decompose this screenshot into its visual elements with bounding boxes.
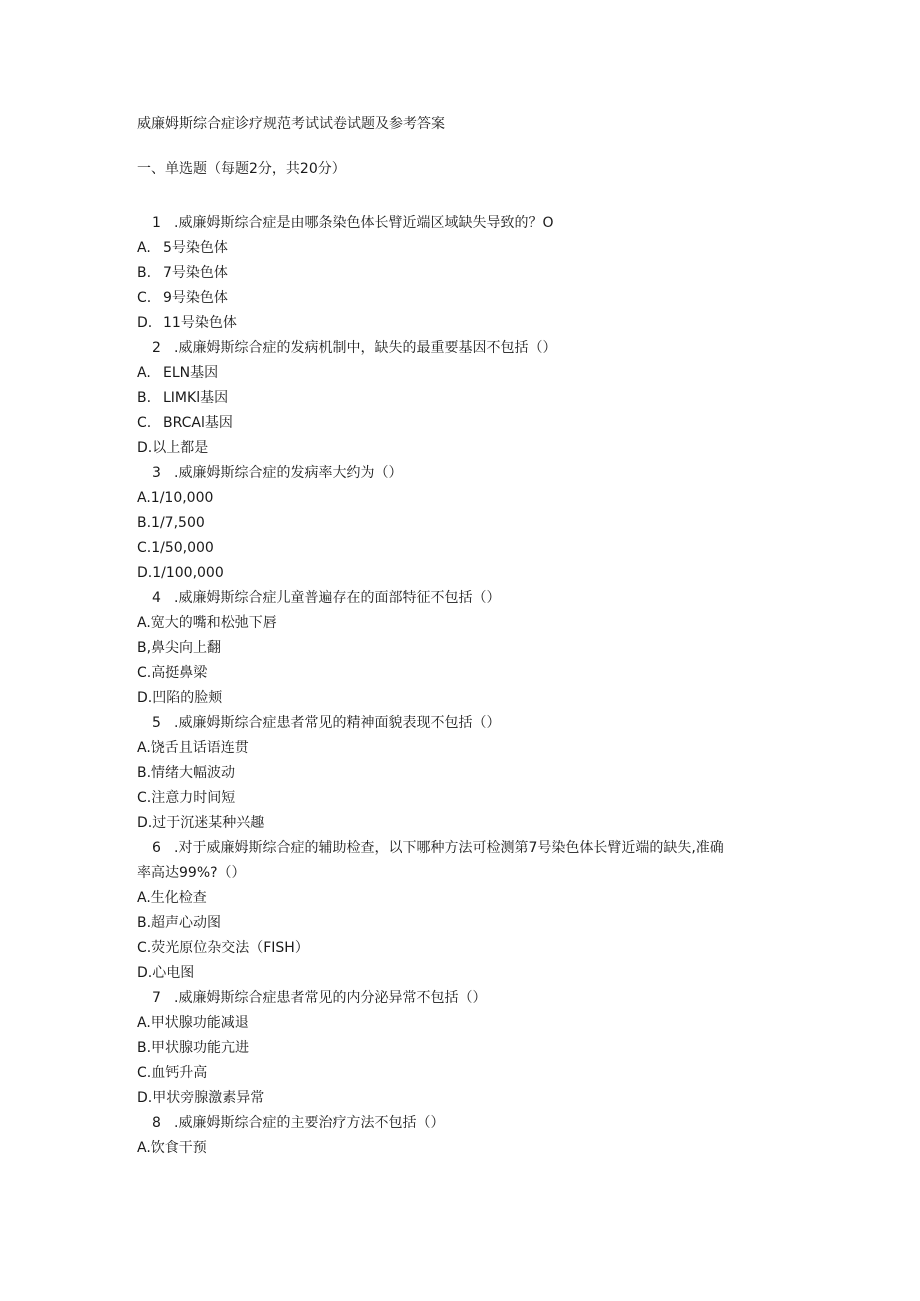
question-2: 2 .威廉姆斯综合症的发病机制中，缺失的最重要基因不包括（） — [152, 340, 557, 356]
question-6-continued: 率高达99%?（） — [137, 865, 246, 881]
option-3b: B.1/7,500 — [137, 515, 205, 531]
question-5: 5 .威廉姆斯综合症患者常见的精神面貌表现不包括（） — [152, 715, 501, 731]
option-5c: C.注意力时间短 — [137, 790, 236, 806]
option-7d: D.甲状旁腺激素异常 — [137, 1090, 265, 1106]
option-7b: B.甲状腺功能亢进 — [137, 1040, 250, 1056]
option-3a: A.1/10,000 — [137, 490, 214, 506]
option-8a: A.饮食干预 — [137, 1140, 207, 1156]
question-list — [137, 211, 787, 1161]
question-6: 6 .对于威廉姆斯综合症的辅助检查，以下哪种方法可检测第7号染色体长臂近端的缺失,准确 — [152, 840, 724, 856]
option-7c: C.血钙升高 — [137, 1065, 208, 1081]
option-2d: D.以上都是 — [137, 440, 209, 456]
option-2a: A. ELN基因 — [137, 365, 219, 381]
question-1: 1 .威廉姆斯综合症是由哪条染色体长臂近端区域缺失导致的？O — [152, 215, 554, 231]
option-5a: A.饶舌且话语连贯 — [137, 740, 249, 756]
question-8: 8 .威廉姆斯综合症的主要治疗方法不包括（） — [152, 1115, 445, 1131]
option-7a: A.甲状腺功能减退 — [137, 1015, 249, 1031]
option-6d: D.心电图 — [137, 965, 195, 981]
option-6a: A.生化检查 — [137, 890, 207, 906]
option-1b: B. 7号染色体 — [137, 265, 228, 281]
option-1d: D. 11号染色体 — [137, 315, 237, 331]
section-heading: 一、单选题（每题2分，共20分） — [137, 161, 346, 177]
option-3c: C.1/50,000 — [137, 540, 214, 556]
option-2c: C. BRCAl基因 — [137, 415, 233, 431]
option-4a: A.宽大的嘴和松弛下唇 — [137, 615, 277, 631]
option-4c: C.高挺鼻梁 — [137, 665, 208, 681]
question-7: 7 .威廉姆斯综合症患者常见的内分泌异常不包括（） — [152, 990, 487, 1006]
option-5d: D.过于沉迷某种兴趣 — [137, 815, 265, 831]
option-2b: B. LIMKl基因 — [137, 390, 229, 406]
option-1c: C. 9号染色体 — [137, 290, 228, 306]
option-6c: C.荧光原位杂交法（FISH） — [137, 940, 309, 956]
option-4b: B,鼻尖向上翻 — [137, 640, 222, 656]
question-3: 3 .威廉姆斯综合症的发病率大约为（） — [152, 465, 403, 481]
option-6b: B.超声心动图 — [137, 915, 222, 931]
option-5b: B.情绪大幅波动 — [137, 765, 236, 781]
option-4d: D.凹陷的脸颊 — [137, 690, 223, 706]
document-title: 威廉姆斯综合症诊疗规范考试试卷试题及参考答案 — [137, 116, 445, 132]
question-4: 4 .威廉姆斯综合症儿童普遍存在的面部特征不包括（） — [152, 590, 501, 606]
option-1a: A. 5号染色体 — [137, 240, 228, 256]
option-3d: D.1/100,000 — [137, 565, 224, 581]
